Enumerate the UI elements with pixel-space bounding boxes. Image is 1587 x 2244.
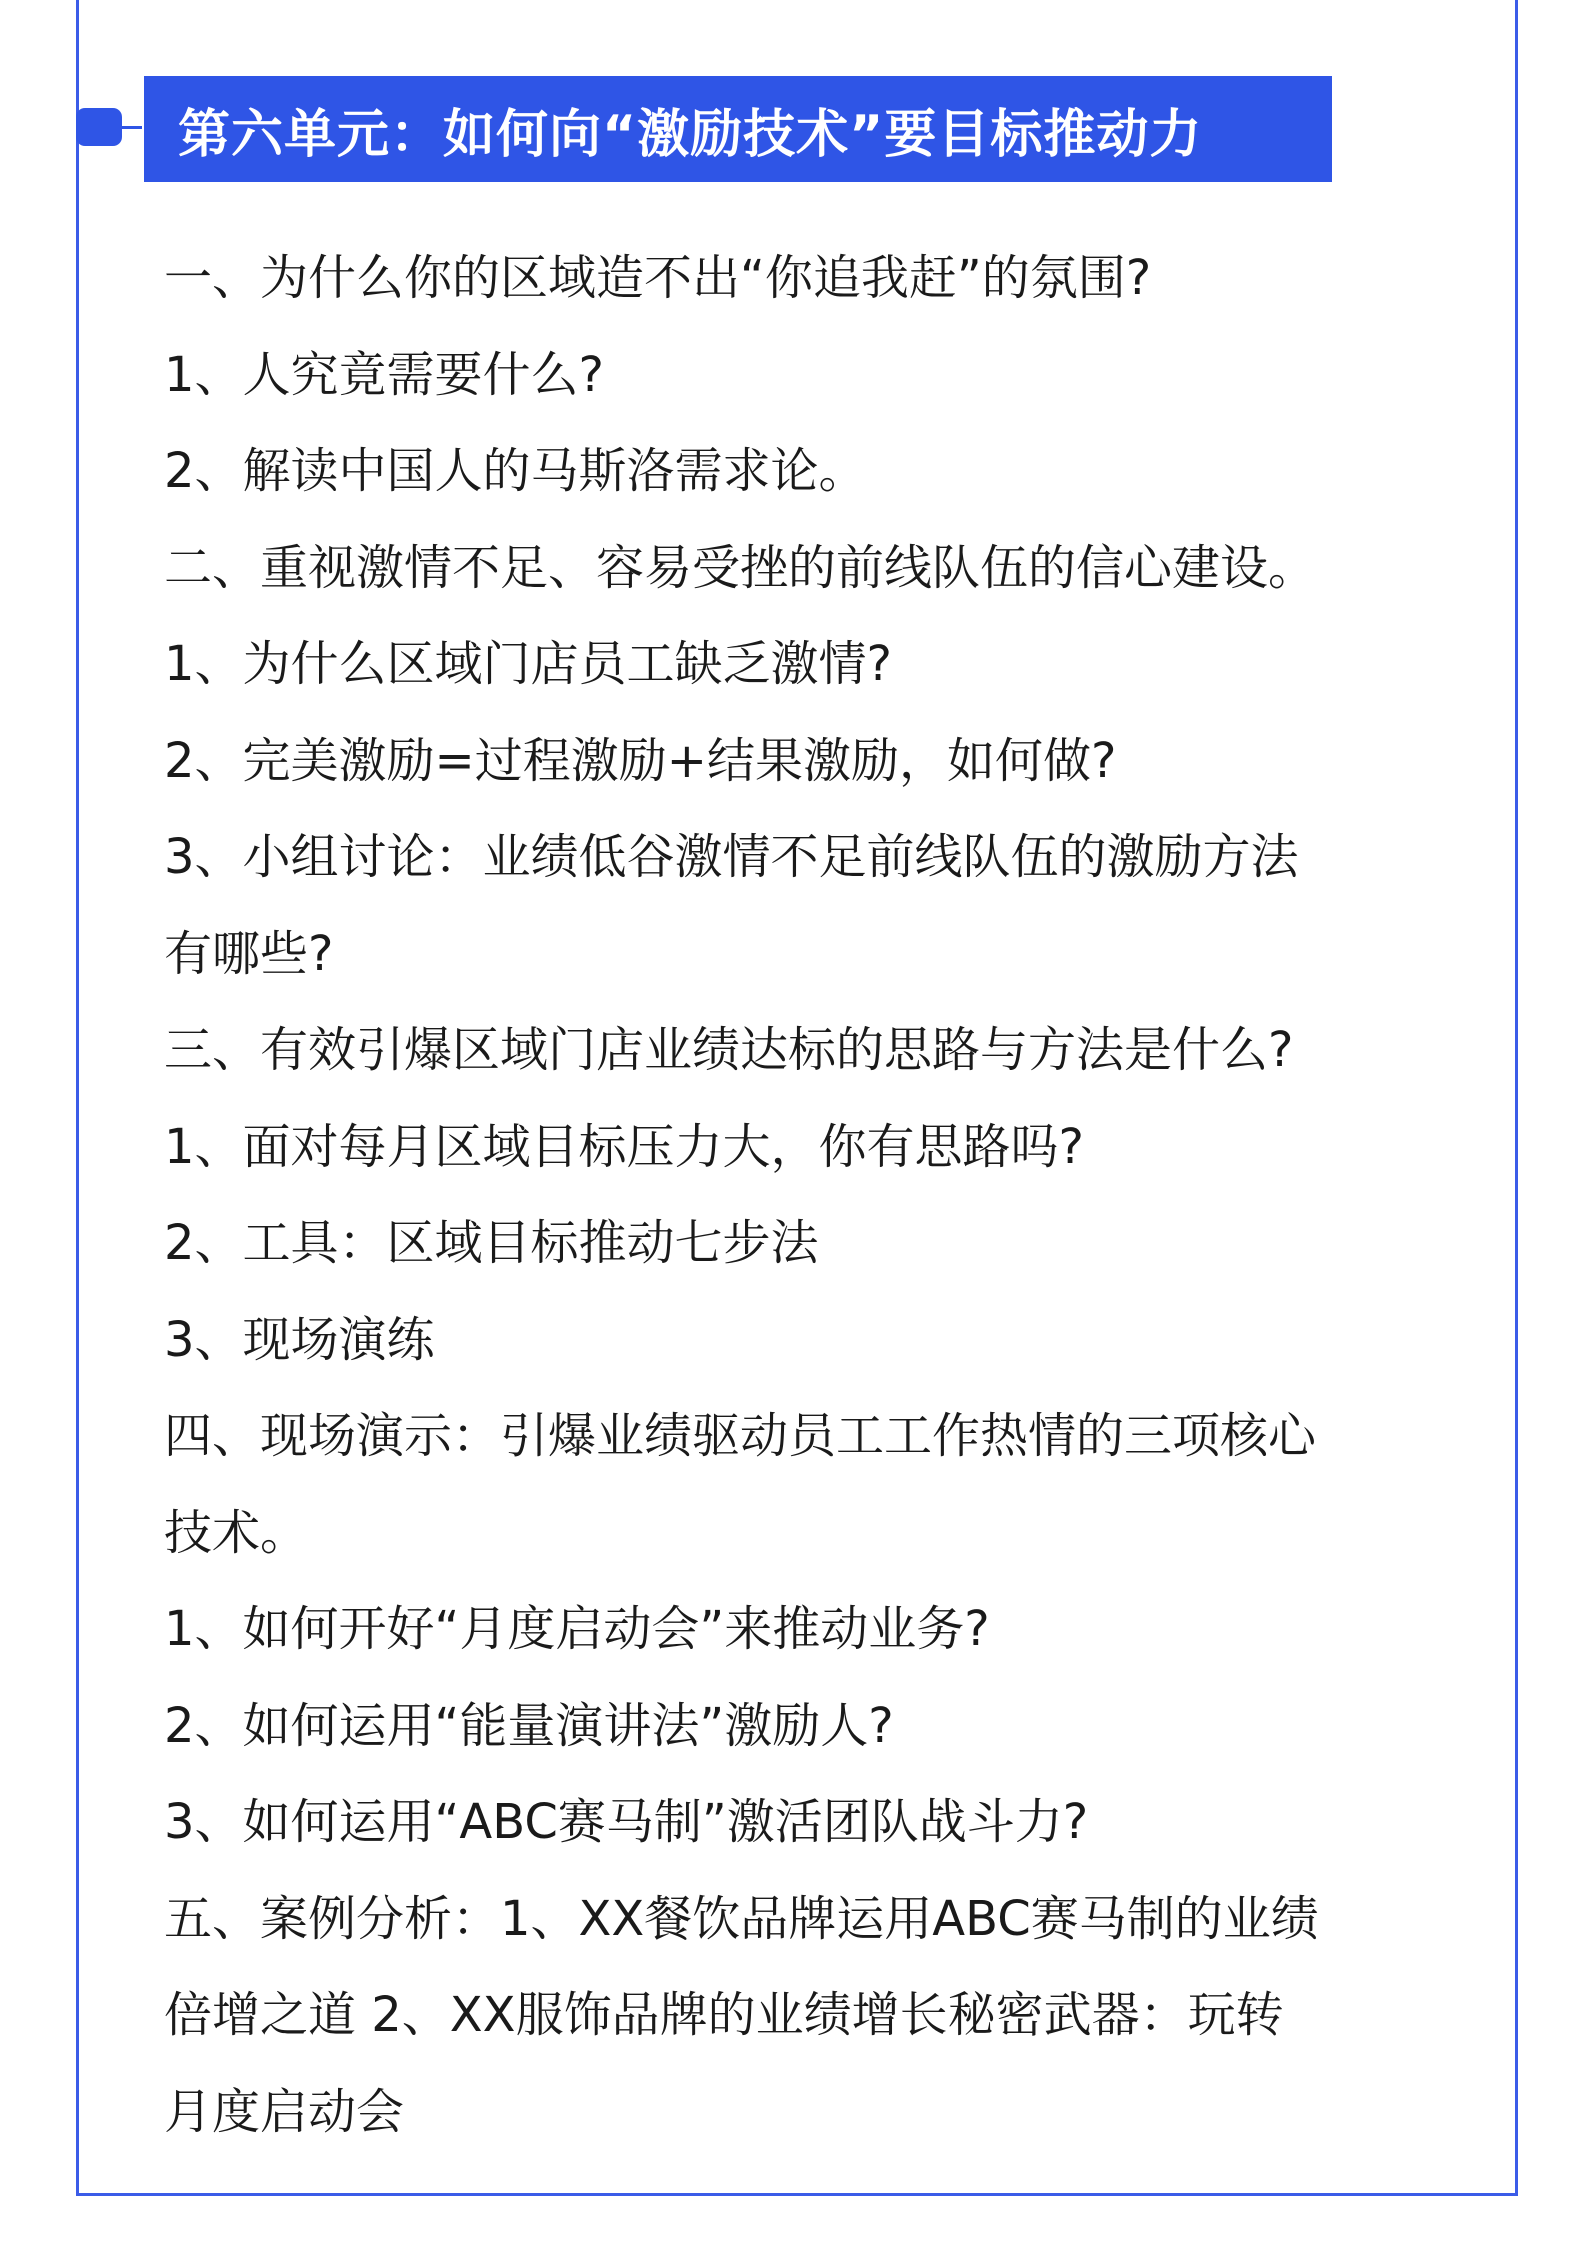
outline-line: 三、有效引爆区域门店业绩达标的思路与方法是什么? [164, 1022, 1294, 1078]
outline-line: 2、如何运用“能量演讲法”激励人? [164, 1697, 894, 1754]
outline-line: 1、如何开好“月度启动会”来推动业务? [164, 1601, 990, 1657]
outline-list [164, 230, 1484, 2160]
outline-line: 二、重视激情不足、容易受挫的前线队伍的信心建设。 [164, 539, 1317, 596]
outline-line: 技术。 [164, 1504, 309, 1561]
outline-line: 1、人究竟需要什么? [164, 346, 605, 403]
outline-line: 有哪些? [164, 925, 334, 982]
outline-line: 五、案例分析：1、XX餐饮品牌运用ABC赛马制的业绩 [164, 1890, 1319, 1947]
section-marker-icon [76, 108, 122, 146]
outline-line: 3、如何运用“ABC赛马制”激活团队战斗力? [164, 1794, 1089, 1850]
outline-line: 3、现场演练 [164, 1311, 435, 1368]
outline-line: 3、小组讨论：业绩低谷激情不足前线队伍的激励方法 [164, 829, 1299, 885]
outline-line: 2、解读中国人的马斯洛需求论。 [164, 443, 867, 499]
outline-line: 倍增之道 2、XX服饰品牌的业绩增长秘密武器：玩转 [164, 1987, 1284, 2043]
outline-line: 月度启动会 [164, 2083, 405, 2140]
outline-line: 四、现场演示：引爆业绩驱动员工工作热情的三项核心 [164, 1408, 1317, 1464]
outline-line: 1、面对每月区域目标压力大，你有思路吗? [164, 1118, 1085, 1175]
outline-line: 一、为什么你的区域造不出“你追我赶”的氛围? [164, 250, 1152, 306]
outline-line: 1、为什么区域门店员工缺乏激情? [164, 636, 893, 692]
section-connector [120, 126, 142, 129]
section-title: 第六单元：如何向“激励技术”要目标推动力 [144, 76, 1332, 182]
outline-line: 2、工具：区域目标推动七步法 [164, 1215, 819, 1271]
outline-line: 2、完美激励=过程激励+结果激励，如何做? [164, 732, 1117, 789]
